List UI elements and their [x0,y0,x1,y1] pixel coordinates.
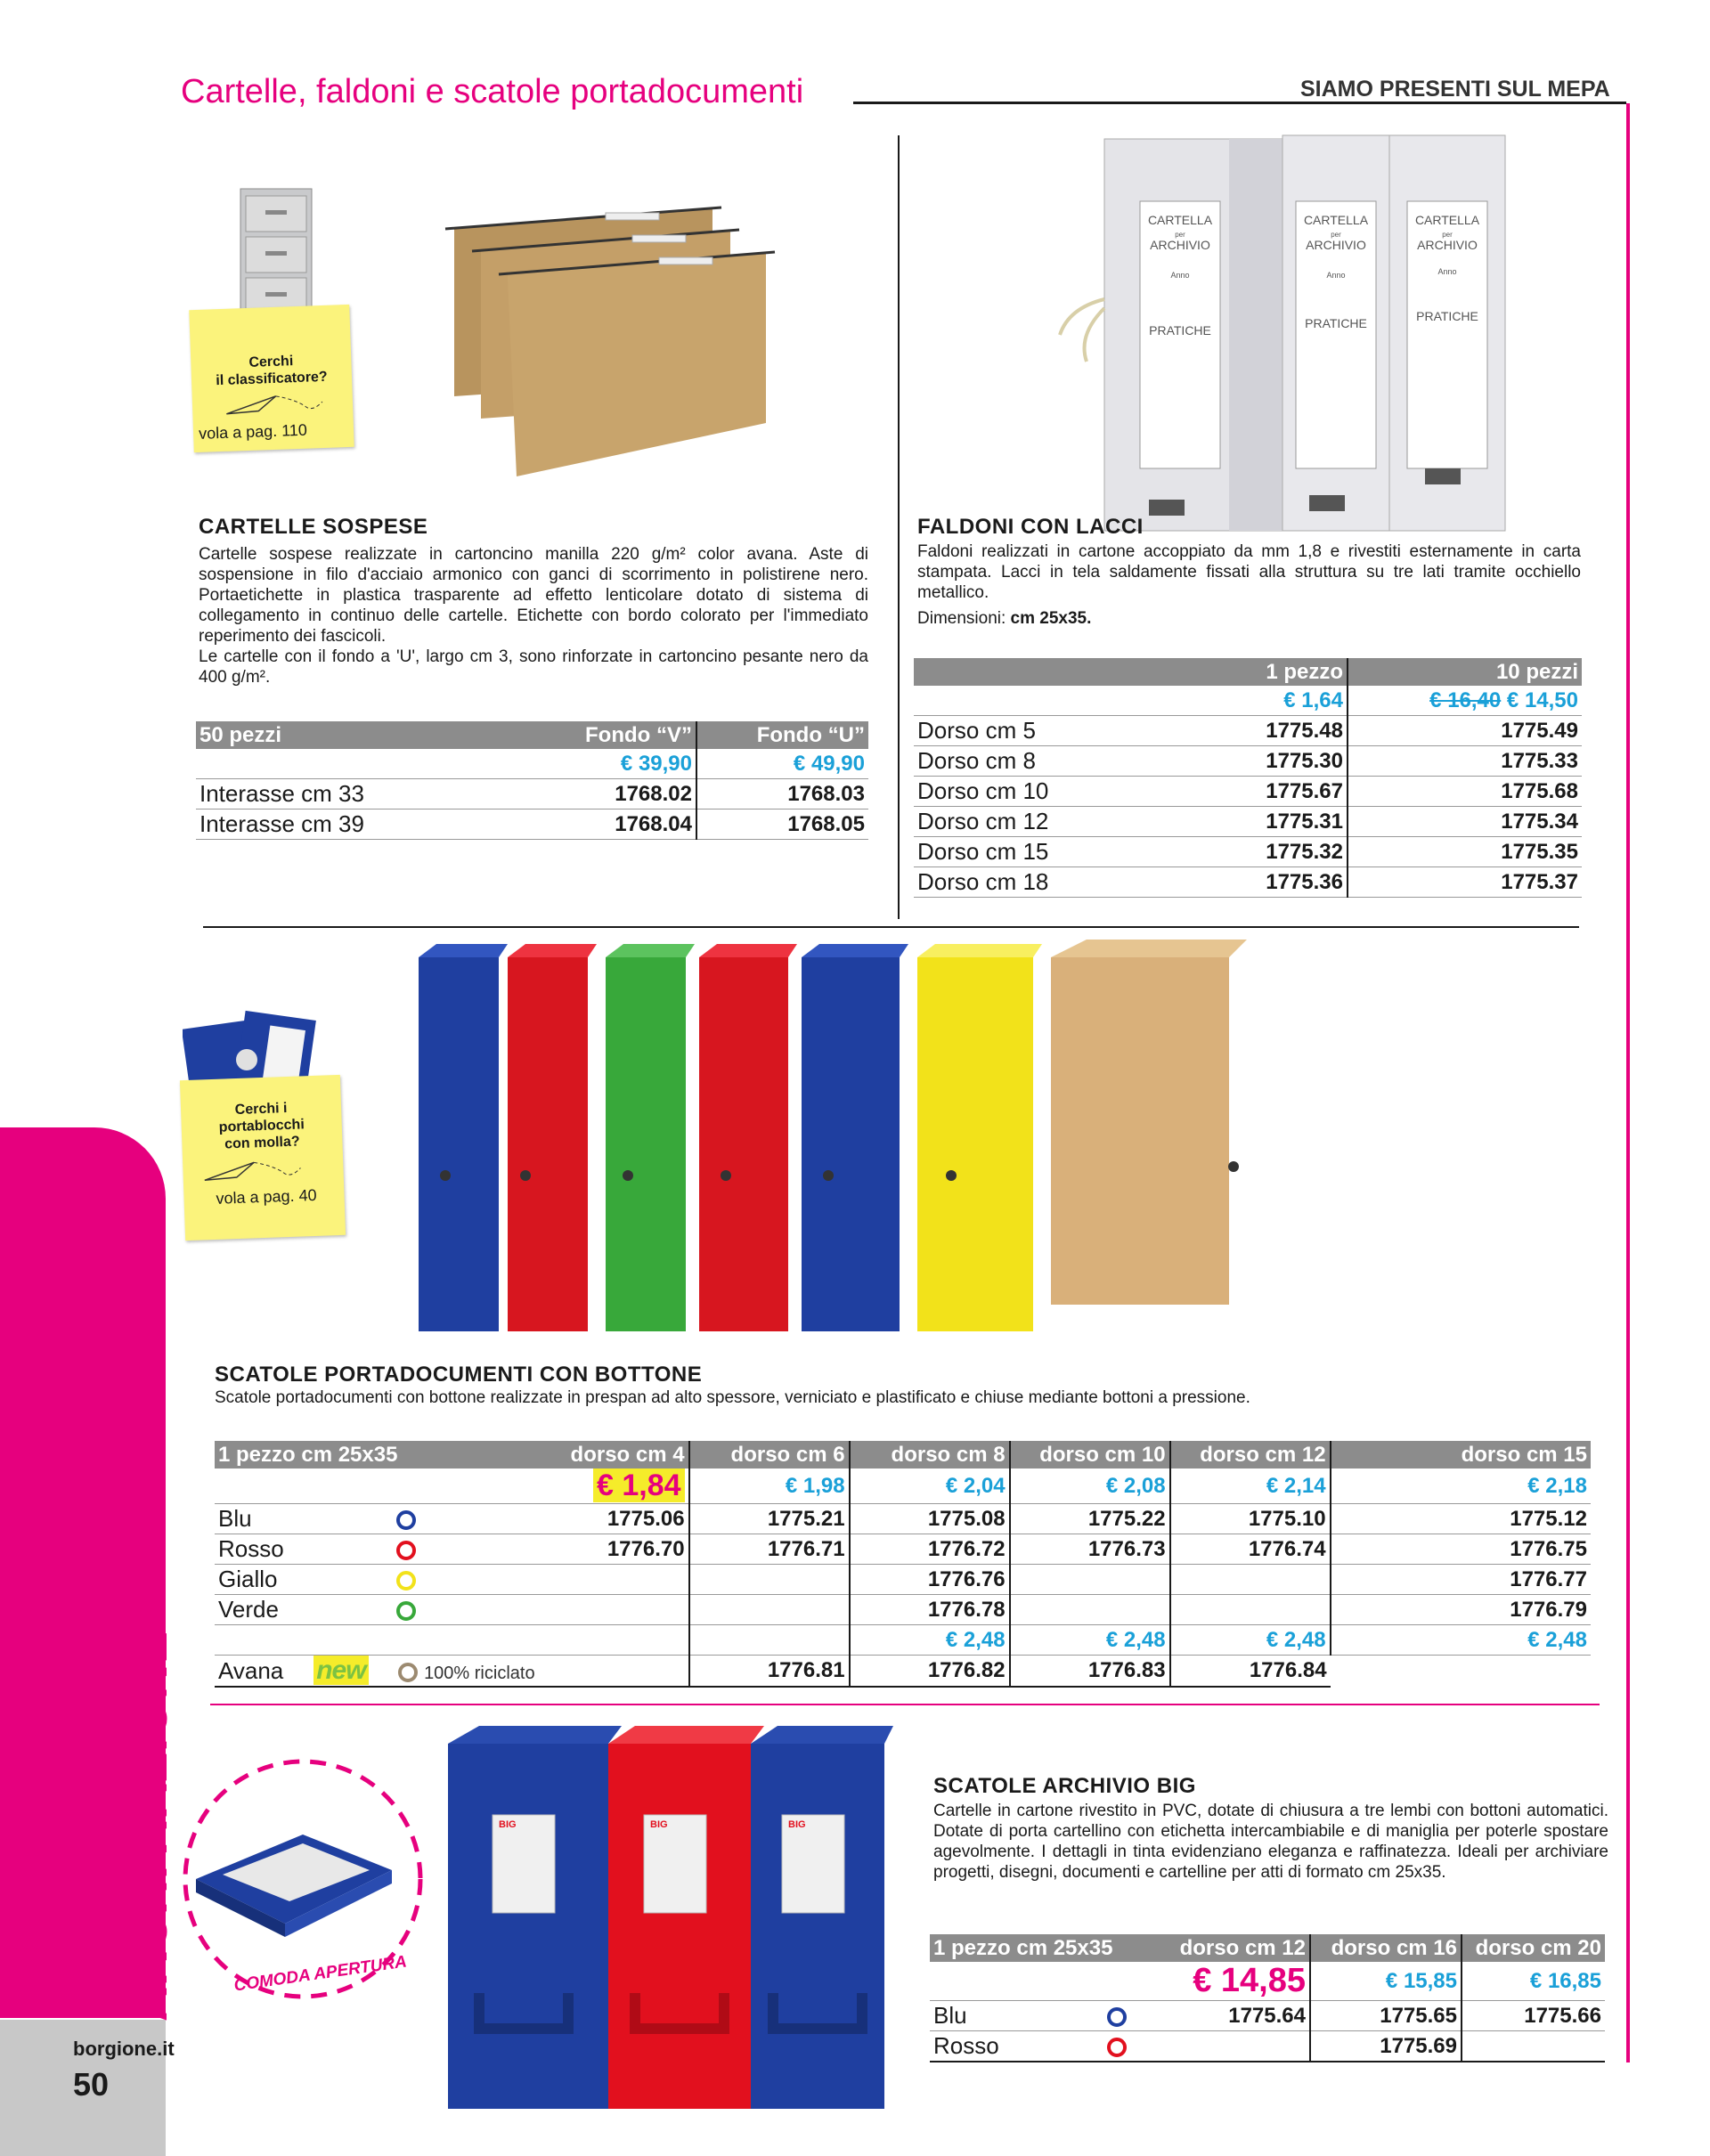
product-code: 1775.35 [1348,837,1582,867]
sticky-line: Cerchi i [234,1101,288,1119]
row-label: Rosso [218,1535,284,1562]
product-code: 1775.08 [850,1504,1010,1534]
price: € 15,85 [1310,1962,1462,2001]
price: € 2,48 [850,1625,1010,1656]
row-label: Dorso cm 5 [914,716,1135,746]
dimensions-label: Dimensioni: [917,609,1006,628]
big-title: SCATOLE ARCHIVIO BIG [933,1774,1196,1798]
row-label: Dorso cm 10 [914,777,1135,807]
row-label: Interasse cm 33 [196,779,519,810]
product-code: 1775.48 [1135,716,1348,746]
big-desc: Cartelle in cartone rivestito in PVC, dotate di chiusura a tre lembi con bottoni automatici. Dotate di porta cartellino con etichetta intercambiabile e di maniglia per poterle spostare agevolmente. I dettagli in tinta evidenziano eleganza e raffinatezza. Ideali per archiviare progetti, disegni, documenti e cartelline per atti di formato cm 25x35. [933,1802,1608,1882]
product-code: 1776.73 [1010,1534,1170,1565]
product-code: 1776.84 [1170,1656,1331,1688]
product-code: 1768.04 [519,810,696,840]
table-header: Fondo “U” [696,721,868,749]
cartelle-sospese-table [196,721,868,840]
price: € 2,48 [1170,1625,1331,1656]
product-code: 1768.02 [519,779,696,810]
table-header: dorso cm 6 [689,1441,850,1469]
scatole-desc: Scatole portadocumenti con bottone realizzate in prespan ad alto spessore, verniciato e plastificato e chiuse mediante bottoni a pressione. [215,1388,1250,1407]
table-row [914,807,1582,837]
table-header: dorso cm 8 [850,1441,1010,1469]
table-header: dorso cm 10 [1010,1441,1170,1469]
table-row [930,2001,1605,2031]
product-code: 1776.77 [1331,1565,1591,1595]
product-code: 1776.75 [1331,1534,1591,1565]
section-divider [210,1704,1600,1705]
table-header: 1 pezzo [1135,658,1348,686]
product-code: 1775.30 [1135,746,1348,777]
row-label: Dorso cm 15 [914,837,1135,867]
row-label: Dorso cm 12 [914,807,1135,837]
new-badge: new [314,1656,368,1685]
document-boxes-image [410,940,1363,1349]
product-code: 1775.69 [1310,2031,1462,2062]
recycled-label: 100% riciclato [424,1664,535,1683]
price: € 2,18 [1331,1469,1591,1504]
big-table [930,1934,1605,2062]
table-row [914,867,1582,898]
table-row [215,1595,1591,1625]
color-dot-icon [1107,2038,1127,2057]
row-label: Verde [218,1596,279,1623]
big-label: BIG [788,1819,806,1830]
faldone-label: Anno [1326,271,1346,280]
faldoni-table [914,658,1582,898]
sticky-line: Cerchi [248,354,294,370]
product-code: 1776.74 [1170,1534,1331,1565]
faldone-label: per [1442,231,1453,239]
row-label: Dorso cm 18 [914,867,1135,898]
price: € 1,98 [689,1469,850,1504]
table-header: 1 pezzo cm 25x35 [215,1441,539,1469]
sticky-ref[interactable]: vola a pag. 110 [198,420,308,443]
faldone-label: ARCHIVIO [1150,238,1210,252]
price: € 2,48 [1331,1625,1591,1656]
product-code: 1775.37 [1348,867,1582,898]
faldone-label: PRATICHE [1149,323,1211,338]
faldone-label: CARTELLA [1147,213,1213,227]
product-code: 1776.81 [689,1656,850,1688]
row-label: Rosso [933,2032,999,2059]
product-code: 1775.32 [1135,837,1348,867]
product-code: 1775.65 [1310,2001,1462,2031]
paper-plane-icon [223,389,330,419]
row-label: Avana [218,1657,284,1684]
old-price: € 16,40 [1429,687,1502,712]
product-code: 1775.34 [1348,807,1582,837]
scatole-table [215,1441,1591,1688]
product-code: 1775.33 [1348,746,1582,777]
site-url[interactable]: borgione.it [73,2038,175,2060]
dimensions-value: cm 25x35. [1010,609,1092,628]
big-label: BIG [499,1819,517,1830]
faldone-label: Anno [1170,271,1190,280]
highlight-price: € 1,84 [593,1469,685,1502]
price: € 2,04 [850,1469,1010,1504]
product-code: 1775.68 [1348,777,1582,807]
table-row [196,810,868,840]
sticky-note-classificatore[interactable] [189,305,354,452]
faldone-label: PRATICHE [1305,316,1367,330]
row-label: Interasse cm 39 [196,810,519,840]
product-code: 1775.31 [1135,807,1348,837]
table-row [930,2031,1605,2062]
product-code: 1768.05 [696,810,868,840]
faldoni-desc: Faldoni realizzati in cartone accoppiato da mm 1,8 e rivestiti esternamente in carta stampata. Lacci in tela saldamente fissati alla struttura su tre lati tramite occhiello metallico. [917,542,1581,602]
cartelle-sospese-desc-text: Cartelle sospese realizzate in cartoncino manilla 220 g/m² color avana. Aste di sospensione in filo d'acciaio armonico con ganci di scorrimento in polistirene nero. Portaetichette in plastica trasparente ad effetto lenticolare dotato di sistema di collegamento in continuo delle cartelle. Etichette con bordo colorato per l'immediato reperimento dei fascicoli. [199,545,868,646]
table-row [215,1656,1591,1688]
product-code: 1776.72 [850,1534,1010,1565]
paper-plane-icon [200,1155,308,1185]
page-number: 50 [73,2066,110,2103]
product-code: 1775.66 [1462,2001,1605,2031]
price: € 2,14 [1170,1469,1331,1504]
big-archive-boxes-image [444,1726,924,2118]
sticky-line: con molla? [224,1134,300,1152]
table-header: Fondo “V” [519,721,696,749]
product-code: 1775.67 [1135,777,1348,807]
table-row [215,1504,1591,1534]
page-title: Cartelle, faldoni e scatole portadocumenti [181,73,804,110]
product-code: 1776.82 [850,1656,1010,1688]
product-code: 1775.49 [1348,716,1582,746]
section-label [123,1630,177,2022]
sticky-line: il classificatore? [216,369,328,389]
product-code: 1776.71 [689,1534,850,1565]
color-dot-icon [396,1571,416,1591]
table-row [196,779,868,810]
sticky-ref[interactable]: vola a pag. 40 [216,1185,317,1208]
row-label: Giallo [218,1566,278,1592]
price: € 2,48 [1010,1625,1170,1656]
comoda-apertura-label: COMODA APERTURA [232,1952,409,1996]
price: € 14,50 [1506,687,1578,712]
faldone-label: ARCHIVIO [1417,238,1478,252]
section-divider [203,926,1579,928]
row-label: Blu [218,1505,252,1532]
color-dot-icon [398,1663,418,1682]
faldone-label: Anno [1437,267,1457,276]
product-code: 1775.12 [1331,1504,1591,1534]
table-row [215,1565,1591,1595]
price: € 49,90 [696,749,868,779]
product-code: 1776.83 [1010,1656,1170,1688]
faldoni-dimensions [917,608,1091,629]
table-header: dorso cm 15 [1331,1441,1591,1469]
color-dot-icon [396,1510,416,1530]
product-code: 1776.70 [539,1534,689,1565]
price: € 2,08 [1010,1469,1170,1504]
sticky-line: portablocchi [218,1117,305,1135]
page-border-right [1626,103,1630,2062]
table-header: dorso cm 12 [1170,1441,1331,1469]
product-code: 1776.78 [850,1595,1010,1625]
row-label: Dorso cm 8 [914,746,1135,777]
table-header: dorso cm 20 [1462,1934,1605,1962]
faldoni-title: FALDONI CON LACCI [917,515,1144,539]
hanging-folders-image [419,183,793,485]
table-header: 50 pezzi [196,721,519,749]
faldone-label: CARTELLA [1303,213,1369,227]
row-label: Blu [933,2002,967,2029]
column-divider [898,135,900,919]
table-header: dorso cm 16 [1310,1934,1462,1962]
table-header: 1 pezzo cm 25x35 [930,1934,1160,1962]
faldone-label: per [1331,231,1341,239]
color-dot-icon [1107,2007,1127,2027]
table-row [215,1534,1591,1565]
table-header: dorso cm 4 [539,1441,689,1469]
section-label-text: ARCHIVIAZIONE [124,1630,177,2022]
faldone-label: CARTELLA [1414,213,1480,227]
product-code: 1775.22 [1010,1504,1170,1534]
product-code: 1775.21 [689,1504,850,1534]
product-code: 1768.03 [696,779,868,810]
cartelle-sospese-title: CARTELLE SOSPESE [199,515,428,539]
price: € 16,85 [1462,1962,1605,2001]
table-row [914,777,1582,807]
color-dot-icon [396,1601,416,1621]
product-code: 1775.36 [1135,867,1348,898]
faldone-label: ARCHIVIO [1306,238,1366,252]
cartelle-sospese-desc-text2: Le cartelle con il fondo a 'U', largo cm 3, sono rinforzate in cartoncino pesante nero da 400 g/m². [199,647,868,687]
product-code: 1776.76 [850,1565,1010,1595]
cartelle-sospese-desc [199,544,868,687]
faldone-label: PRATICHE [1416,309,1478,323]
highlight-price: € 14,85 [1193,1962,1306,1999]
table-header: dorso cm 12 [1160,1934,1310,1962]
product-code: 1776.79 [1331,1595,1591,1625]
faldone-label: per [1175,231,1185,239]
table-row [914,746,1582,777]
faldoni-image [1051,130,1550,540]
table-row [914,837,1582,867]
price: € 1,64 [1135,686,1348,716]
color-dot-icon [396,1541,416,1560]
product-code: 1775.10 [1170,1504,1331,1534]
big-label: BIG [650,1819,668,1830]
sticky-note-portablocchi[interactable] [180,1075,346,1241]
table-header: 10 pezzi [1348,658,1582,686]
product-code: 1775.06 [539,1504,689,1534]
mepa-label: SIAMO PRESENTI SUL MEPA [1300,77,1610,102]
product-code: 1775.64 [1160,2001,1310,2031]
scatole-title: SCATOLE PORTADOCUMENTI CON BOTTONE [215,1363,703,1387]
price: € 39,90 [519,749,696,779]
table-row [914,716,1582,746]
